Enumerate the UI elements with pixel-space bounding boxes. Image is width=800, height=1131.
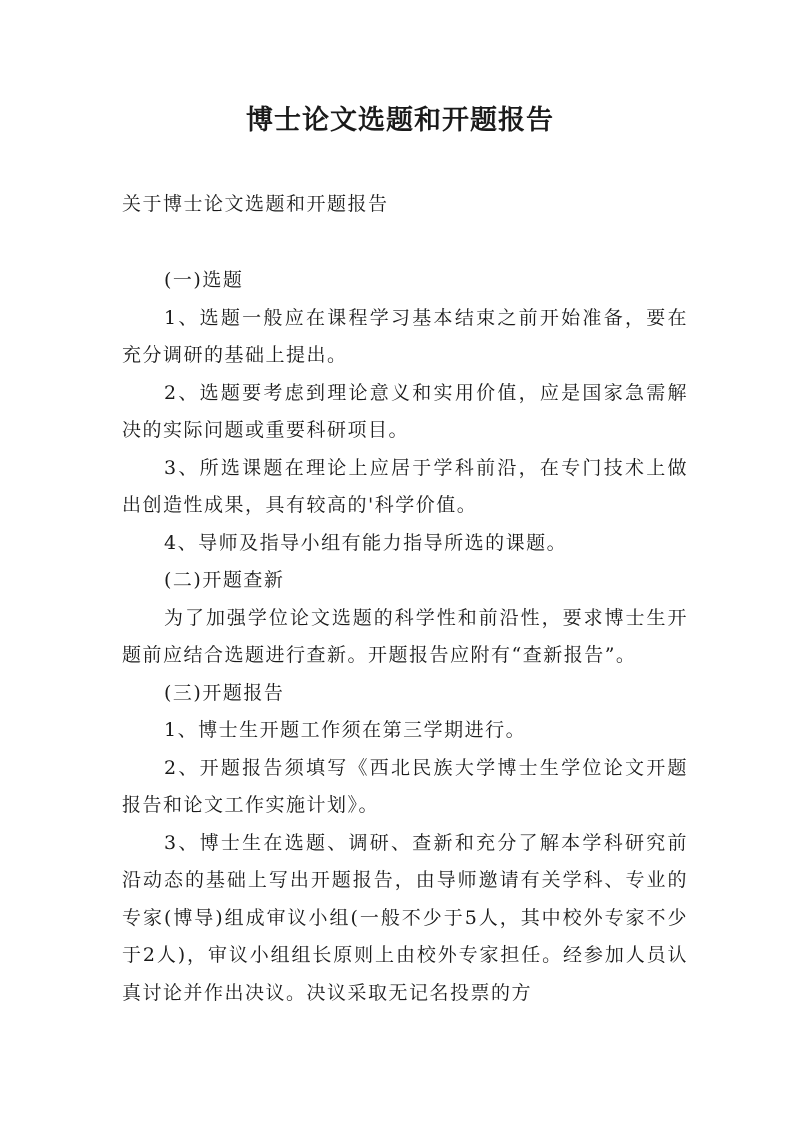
paragraph: 3、所选课题在理论上应居于学科前沿，在专门技术上做出创造性成果，具有较高的'科学价值。 xyxy=(122,456,688,516)
document-body xyxy=(122,262,688,1012)
paragraph: 2、选题要考虑到理论意义和实用价值，应是国家急需解决的实际问题或重要科研项目。 xyxy=(122,381,688,441)
section-heading-proposal-report: (三)开题报告 xyxy=(164,681,285,704)
paragraph: 为了加强学位论文选题的科学性和前沿性，要求博士生开题前应结合选题进行查新。开题报告应附有“查新报告”。 xyxy=(122,606,688,666)
document-subtitle: 关于博士论文选题和开题报告 xyxy=(122,193,389,215)
paragraph: 1、选题一般应在课程学习基本结束之前开始准备，要在充分调研的基础上提出。 xyxy=(122,306,688,366)
paragraph: 2、开题报告须填写《西北民族大学博士生学位论文开题报告和论文工作实施计划》。 xyxy=(122,756,688,816)
paragraph: 1、博士生开题工作须在第三学期进行。 xyxy=(164,719,527,741)
document-title: 博士论文选题和开题报告 xyxy=(246,105,554,136)
section-heading-novelty-search: (二)开题查新 xyxy=(164,569,285,591)
section-heading-topic-selection: (一)选题 xyxy=(164,269,244,291)
paragraph: 3、博士生在选题、调研、查新和充分了解本学科研究前沿动态的基础上写出开题报告，由导师邀请有关学科、专业的专家(博导)组成审议小组(一般不少于5人，其中校外专家不少于2人)，审议小组组长原则上由校外专家担任。经参加人员认真讨论并作出决议。决议采取无记名投票的方 xyxy=(122,831,688,1004)
paragraph: 4、导师及指导小组有能力指导所选的课题。 xyxy=(164,531,568,554)
